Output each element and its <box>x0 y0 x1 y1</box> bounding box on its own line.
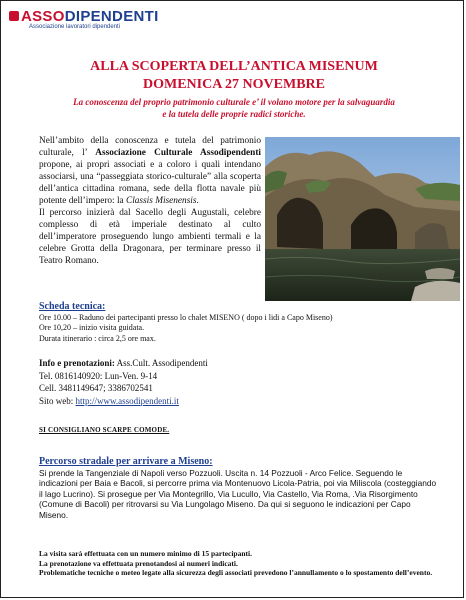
directions-text: Si prende la Tangenziale di Napoli verso Pozzuoli. Uscita n. 14 Pozzuoli - Arco Felice. Seguendo le indicazioni per Baia e Bacoli, si percorre prima via Montenuovo Licola-Patria, poi via Miliscola (costeggiando il lago Lucrino). Si prosegue per Via Montegrillo, Via Lucullo, Via Castello, Via Roma, .Via Risorgimento (Comune di Bacoli) per ritrovarsi su Via Lungolago Miseno. Da qui si seguono le indicazioni per Capo Miseno. <box>39 467 437 520</box>
event-date: DOMENICA 27 NOVEMBRE <box>142 77 325 92</box>
schedule-line: Ore 10,20 – inizio visita guidata. <box>39 323 145 332</box>
booking-notes: La visita sarà effettuata con un numero minimo di 15 partecipanti. La prenotazione va effettuata prenotandosi ai numeri indicati. Problematiche tecniche o meteo legate alla sicurezza degli associati prevedono l’annullamento o lo spostamento dell’evento. <box>39 549 433 577</box>
description <box>39 135 261 267</box>
directions-title: Percorso stradale per arrivare a Miseno: <box>39 456 213 467</box>
description-paragraph-1: Nell’ambito della conoscenza e tutela del patrimonio culturale, l’ Associazione Culturale Assodipendenti propone, ai propri associati e a coloro i quali intendano associarsi, una “passeggiata storico-culturale” alla scoperta dell’antica cittadina romana, sede della flotta navale più potente dell’impero: la Classis Misenensis. <box>39 136 261 206</box>
mobile-number: Cell. 3481149647; 3386702541 <box>39 383 153 393</box>
website-link[interactable]: http://www.assodipendenti.it <box>75 395 179 406</box>
technical-sheet-title: Scheda tecnica: <box>39 301 106 312</box>
technical-sheet <box>39 302 339 344</box>
comfortable-shoes-note: SI CONSIGLIANO SCARPE COMODE. <box>39 426 170 434</box>
schedule-line: Durata itinerario : circa 2,5 ore max. <box>39 333 156 343</box>
miseno-ruins-photo <box>265 137 460 301</box>
logo-subtitle: Associazione lavoratori dipendenti <box>29 24 121 30</box>
directions <box>39 457 437 520</box>
phone-number: Tel. 0816140920: Lun-Ven. 9-14 <box>39 370 158 381</box>
event-title: ALLA SCOPERTA DELL’ANTICA MISENUM <box>90 59 378 74</box>
intro-tagline: La conoscenza del proprio patrimonio culturale e’ il volano motore per la salvaguardia e la tutela delle proprie radici storiche. <box>73 97 395 119</box>
contact-info: Info e prenotazioni: Ass.Cult. Assodipendenti Tel. 0816140920: Lun-Ven. 9-14 Cell. 3481149647; 3386702541 Sito web: http://www.assodipendenti.it <box>39 357 299 407</box>
contact-title: Info e prenotazioni: <box>39 358 115 368</box>
description-paragraph-2: Il percorso inizierà dal Sacello degli Augustali, celebre complesso di età imperiale destinato al culto dell’imperatore proseguendo lungo ambienti termali e la celebre Grotta della Dragonara, per terminare presso il Teatro Romano. <box>39 208 261 266</box>
schedule-line: Ore 10.00 – Raduno dei partecipanti presso lo chalet MISENO ( dopo i lidi a Capo Miseno) <box>39 312 333 322</box>
logo-mark-icon <box>9 11 19 21</box>
assodipendenti-logo: ASSODIPENDENTI Associazione lavoratori dipendenti <box>9 7 159 30</box>
